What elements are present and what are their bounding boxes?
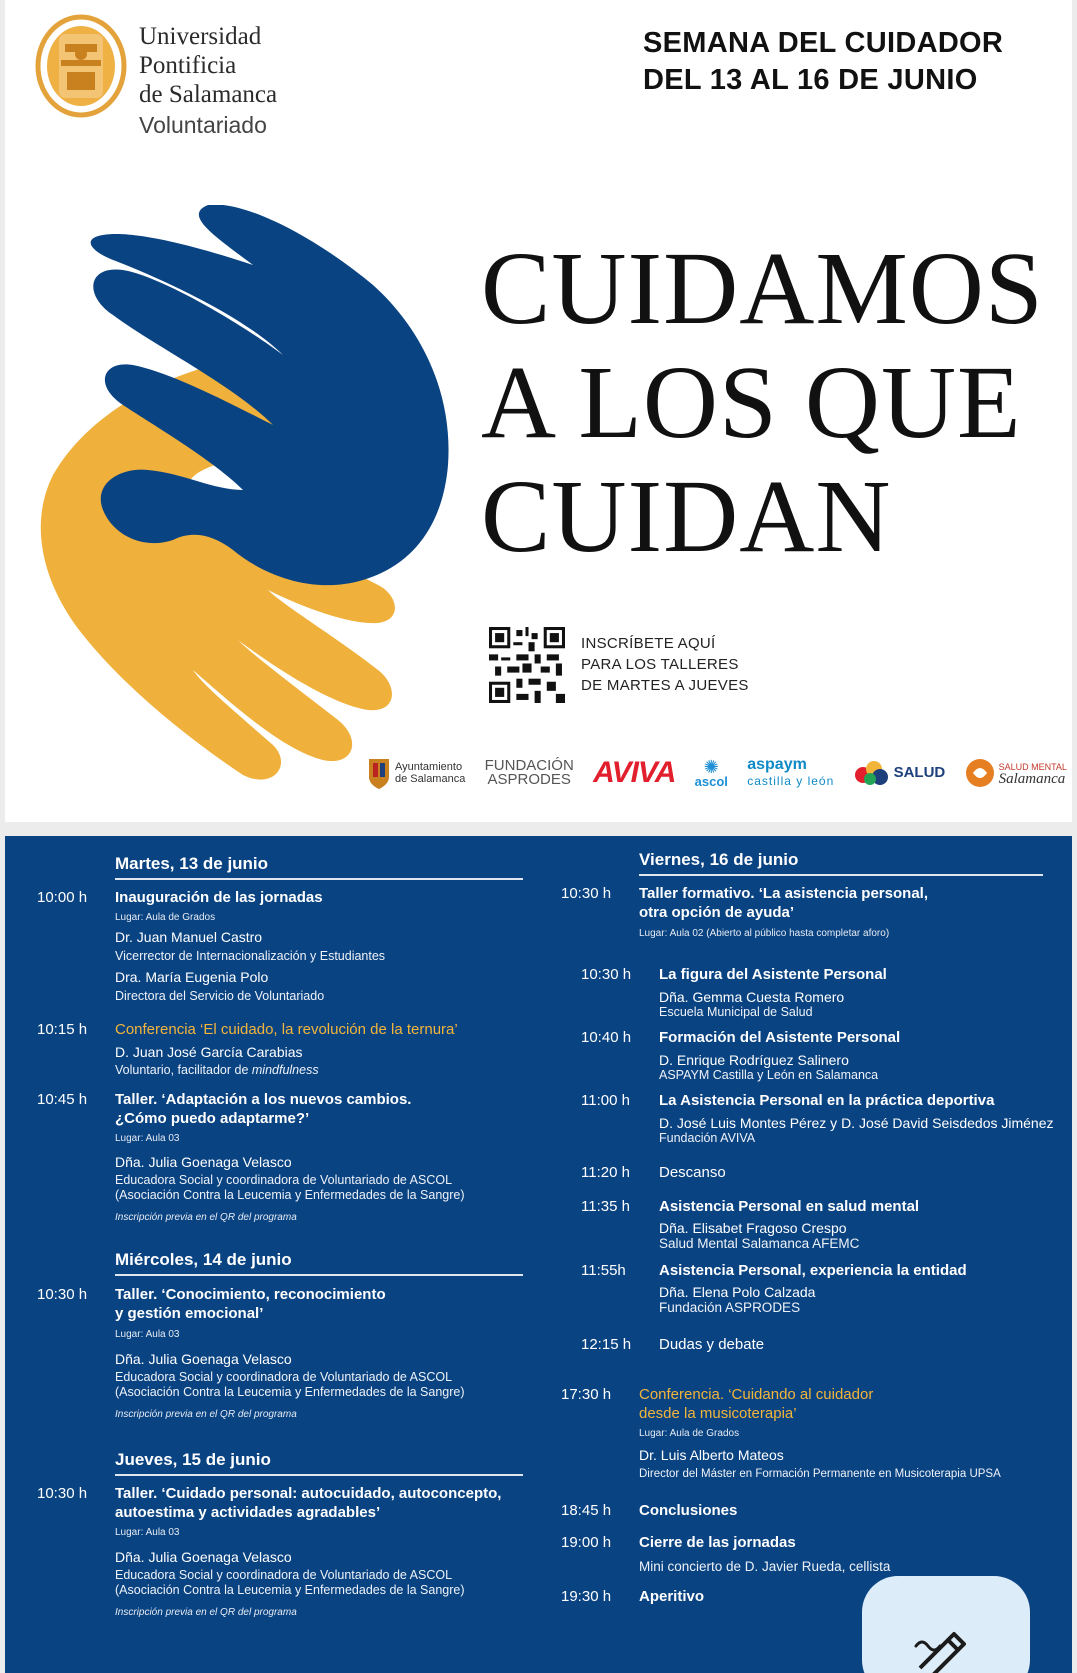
day-divider — [639, 874, 1043, 876]
registration-note-text: Inscripción previa en el QR del programa — [115, 1212, 297, 1223]
registration-note — [115, 1211, 297, 1224]
activity-place: Lugar: Aula 03 — [115, 1329, 180, 1340]
university-name-3: de Salamanca — [139, 81, 278, 108]
edit-pencil-icon — [914, 1628, 970, 1673]
time-label: 10:30 h — [37, 1286, 88, 1303]
speaker-role: (Asociación Contra la Leucemia y Enfermedades de la Sangre) — [115, 1385, 465, 1399]
speaker-name: Dr. Juan Manuel Castro — [115, 929, 263, 945]
speaker-name: Dr. Luis Alberto Mateos — [639, 1447, 784, 1463]
speaker-role: ASPAYM Castilla y León en Salamanca — [659, 1068, 879, 1082]
sponsor-ayuntamiento — [367, 755, 465, 791]
session-title: Asistencia Personal, experiencia la entidad — [659, 1262, 967, 1279]
ayto-line-1: Ayuntamiento — [395, 761, 463, 773]
speaker-name: Dra. María Eugenia Polo — [115, 969, 269, 985]
workshop-title-2: autoestima y actividades agradables’ — [115, 1504, 381, 1521]
time-label: 10:30 h — [561, 885, 612, 902]
day-heading-wednesday: Miércoles, 14 de junio — [115, 1250, 292, 1269]
speaker-name: D. Enrique Rodríguez Salinero — [659, 1052, 849, 1068]
edit-floating-button[interactable] — [862, 1576, 1030, 1673]
time-label: 10:30 h — [581, 966, 632, 983]
university-seal-icon — [35, 14, 127, 118]
workshop-title-1: Taller formativo. ‘La asistencia personal, — [639, 885, 928, 902]
asprodes-line-2: ASPRODES — [487, 771, 571, 788]
session-title: Descanso — [659, 1164, 726, 1181]
speaker-role-italic: mindfulness — [251, 1063, 319, 1077]
day-heading-thursday: Jueves, 15 de junio — [115, 1450, 271, 1469]
aspaym-line-2: castilla y león — [747, 774, 835, 788]
event-line-1: SEMANA DEL CUIDADOR — [643, 27, 1004, 59]
session-title: Asistencia Personal en salud mental — [659, 1198, 920, 1215]
time-label: 19:00 h — [561, 1534, 612, 1551]
workshop-title-1: Taller. ‘Conocimiento, reconocimiento — [115, 1286, 386, 1303]
main-title-line-2: A LOS QUE — [481, 345, 1022, 460]
university-brand — [35, 14, 277, 139]
ascol-label: ascol — [694, 774, 728, 789]
speaker-role-text: Voluntario, facilitador de — [115, 1063, 252, 1077]
asprodes-line-1: FUNDACIÓN — [484, 757, 574, 774]
university-name-1: Universidad — [139, 23, 262, 50]
event-line-2: DEL 13 AL 16 DE JUNIO — [643, 64, 978, 96]
main-title-line-3: CUIDAN — [481, 459, 892, 574]
aspaym-line-1: aspaym — [747, 756, 807, 773]
registration-note — [115, 1606, 297, 1619]
qr-line-1: INSCRÍBETE AQUÍ — [581, 635, 716, 652]
main-title — [481, 232, 1044, 574]
sponsor-logos — [367, 748, 1067, 798]
speaker-role: Fundación ASPRODES — [659, 1300, 801, 1315]
speaker-role: Fundación AVIVA — [659, 1131, 756, 1145]
speaker-role: Educadora Social y coordinadora de Voluntariado de ASCOL — [115, 1173, 453, 1187]
speaker-role — [115, 1063, 319, 1078]
university-name-2: Pontificia — [139, 52, 237, 79]
ayuntamiento-shield-icon — [367, 755, 391, 791]
ascol-figures-icon: ✺ — [703, 757, 719, 777]
speaker-name: Dña. Julia Goenaga Velasco — [115, 1351, 292, 1367]
session-title: Dudas y debate — [659, 1336, 765, 1353]
workshop-title-2: otra opción de ayuda’ — [639, 904, 795, 921]
time-label: 18:45 h — [561, 1502, 612, 1519]
conference-title-2: desde la musicoterapia’ — [639, 1405, 797, 1422]
salud-circles-icon — [854, 759, 890, 787]
registration-note — [115, 1408, 297, 1421]
qr-line-3: DE MARTES A JUEVES — [581, 677, 749, 694]
speaker-name: Dña. Gemma Cuesta Romero — [659, 989, 845, 1005]
salud-mental-line-2: Salamanca — [998, 771, 1066, 787]
qr-line-2: PARA LOS TALLERES — [581, 656, 739, 673]
ayto-line-2: de Salamanca — [395, 773, 466, 785]
session-title: Formación del Asistente Personal — [659, 1029, 901, 1046]
qr-instructions — [581, 633, 749, 696]
salud-mental-icon — [965, 758, 995, 788]
activity-title: Inauguración de las jornadas — [115, 889, 323, 906]
session-title: Cierre de las jornadas — [639, 1534, 796, 1551]
speaker-role: Director del Máster en Formación Permanente en Musicoterapia UPSA — [639, 1468, 1001, 1480]
salud-mental-line-1: SALUD MENTAL — [998, 762, 1067, 772]
speaker-role: (Asociación Contra la Leucemia y Enfermedades de la Sangre) — [115, 1188, 465, 1202]
activity-place: Lugar: Aula 02 (Abierto al público hasta completar aforo) — [639, 928, 890, 939]
sponsor-asprodes — [485, 759, 574, 787]
hands-illustration-icon — [33, 205, 473, 785]
program-panel — [5, 836, 1072, 1673]
registration-note-text: Inscripción previa en el QR del programa — [115, 1607, 297, 1618]
time-label: 12:15 h — [581, 1336, 632, 1353]
university-sub: Voluntariado — [139, 112, 267, 138]
sponsor-salud — [854, 759, 946, 787]
event-dates — [643, 25, 1003, 99]
time-label: 17:30 h — [561, 1386, 612, 1403]
speaker-role: Escuela Municipal de Salud — [659, 1005, 813, 1019]
time-label: 10:45 h — [37, 1091, 88, 1108]
speaker-role: Salud Mental Salamanca AFEMC — [659, 1236, 860, 1251]
speaker-name: Dña. Elisabet Fragoso Crespo — [659, 1220, 847, 1236]
speaker-name: D. José Luis Montes Pérez y D. José David Seisdedos Jiménez — [659, 1115, 1054, 1131]
workshop-title-1: Taller. ‘Adaptación a los nuevos cambios. — [115, 1091, 412, 1108]
time-label: 10:40 h — [581, 1029, 632, 1046]
workshop-title-2: ¿Cómo puedo adaptarme?’ — [115, 1110, 310, 1127]
time-label: 10:30 h — [37, 1485, 88, 1502]
speaker-role: (Asociación Contra la Leucemia y Enfermedades de la Sangre) — [115, 1583, 465, 1597]
sponsor-aviva: AVIVA — [593, 756, 676, 789]
workshop-title-1: Taller. ‘Cuidado personal: autocuidado, autoconcepto, — [115, 1485, 502, 1502]
day-divider — [115, 1274, 523, 1276]
sponsor-ascol — [695, 758, 728, 788]
time-label: 10:00 h — [37, 889, 88, 906]
day-divider — [115, 1474, 523, 1476]
day-heading-friday: Viernes, 16 de junio — [639, 850, 799, 869]
sponsor-salud-mental — [965, 758, 1067, 788]
main-title-line-1: CUIDAMOS — [481, 231, 1044, 346]
session-title: Aperitivo — [639, 1588, 705, 1605]
time-label: 11:20 h — [581, 1164, 630, 1181]
speaker-role: Educadora Social y coordinadora de Voluntariado de ASCOL — [115, 1370, 453, 1384]
closing-note: Mini concierto de D. Javier Rueda, cellista — [639, 1559, 891, 1574]
activity-place: Lugar: Aula 03 — [115, 1527, 180, 1538]
time-label: 11:00 h — [581, 1092, 630, 1109]
blue-hand-shape — [91, 205, 449, 585]
activity-place: Lugar: Aula de Grados — [639, 1428, 740, 1439]
time-label: 10:15 h — [37, 1021, 88, 1038]
day-heading-tuesday: Martes, 13 de junio — [115, 854, 269, 873]
speaker-role: Vicerrector de Internacionalización y Estudiantes — [115, 949, 386, 963]
conference-title-1: Conferencia. ‘Cuidando al cuidador — [639, 1386, 874, 1403]
time-label: 11:35 h — [581, 1198, 630, 1215]
speaker-name: Dña. Julia Goenaga Velasco — [115, 1549, 292, 1565]
speaker-role: Directora del Servicio de Voluntariado — [115, 989, 325, 1003]
conference-title: Conferencia ‘El cuidado, la revolución de la ternura’ — [115, 1021, 458, 1038]
speaker-name: Dña. Julia Goenaga Velasco — [115, 1154, 292, 1170]
registration-note-text: Inscripción previa en el QR del programa — [115, 1409, 297, 1420]
time-label: 11:55h — [581, 1262, 626, 1279]
workshop-title-2: y gestión emocional’ — [115, 1305, 264, 1322]
speaker-name: D. Juan José García Carabias — [115, 1044, 303, 1060]
session-title: La figura del Asistente Personal — [659, 966, 887, 983]
session-title: La Asistencia Personal en la práctica deportiva — [659, 1092, 995, 1109]
activity-place: Lugar: Aula 03 — [115, 1133, 180, 1144]
speaker-role: Educadora Social y coordinadora de Voluntariado de ASCOL — [115, 1568, 453, 1582]
qr-code-icon[interactable] — [489, 627, 565, 703]
day-divider — [115, 878, 523, 880]
poster-header — [5, 0, 1072, 822]
activity-place: Lugar: Aula de Grados — [115, 912, 216, 923]
time-label: 19:30 h — [561, 1588, 612, 1605]
session-title: Conclusiones — [639, 1502, 738, 1519]
speaker-name: Dña. Elena Polo Calzada — [659, 1284, 816, 1300]
salud-label: SALUD — [893, 764, 946, 781]
sponsor-aspaym — [747, 757, 834, 789]
